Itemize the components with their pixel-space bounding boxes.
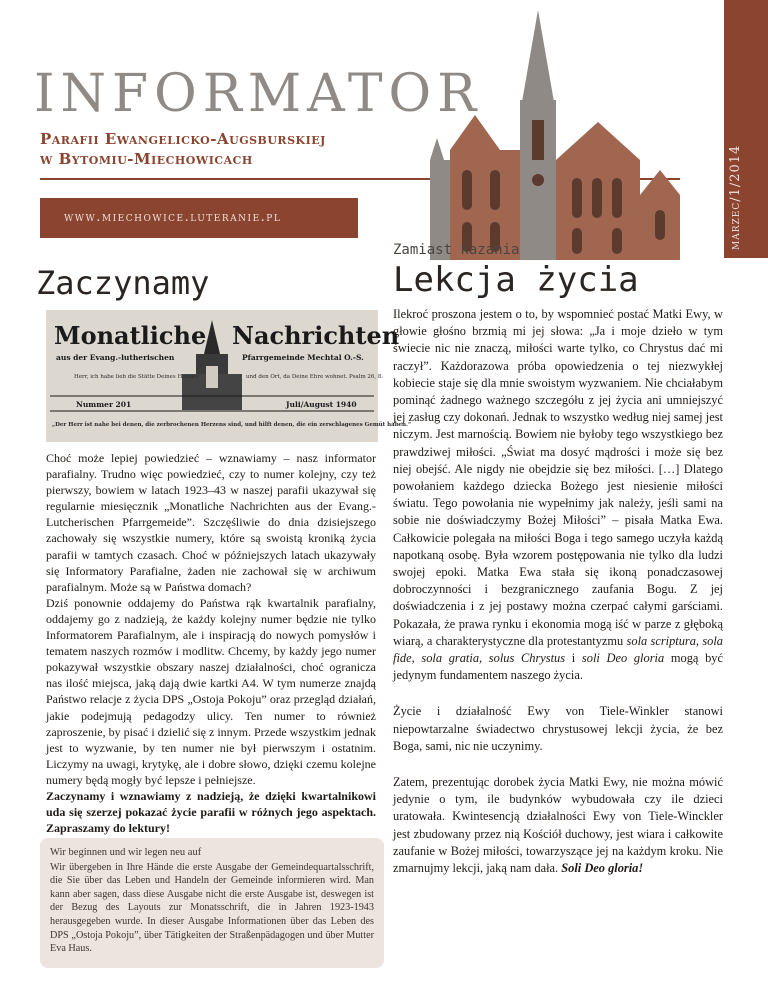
left-article-body [46,450,376,836]
right-article-kicker: Zamiast kazania [393,242,520,258]
clipping-title-left: Monatliche [54,321,207,350]
clipping-number: Nummer 201 [76,400,132,409]
clipping-date: Juli/August 1940 [286,400,357,409]
issue-date: marzec/1/2014 [728,144,743,250]
church-icon [430,10,680,260]
clipping-sub-right: Pfarrgemeinde Mechtal O.-S. [242,353,364,362]
right-paragraph-3 [393,774,723,877]
left-paragraph-2: Dziś ponownie oddajemy do Państwa rąk kwartalnik parafialny, oddajemy go z nadzieją, że każdy kolejny numer będzie nie tylko Informatorem Parafialnym, ale i inspiracją do nowych pomysłów i tematem naszych rozmów i modlitw. Chcemy, by każdy jego numer pokazywał wszystkie obszary naszej działalności, choć ogranicza nas ilość miejsca, jaką dają dwie kartki A4. W tym numerze znajdą Państwo relacje z życia DPS „Ostoja Pokoju” oraz przegląd działań, jakie podejmują pedagodzy ulicy. Ten numer to również zaproszenie, by pisać i dzielić się z innym. Przede wszystkim jednak jest to wyzwanie, by ten numer nie był pierwszym i ostatnim. Liczymy na uwagi, krytykę, ale i dobre słowo, dzięki czemu kolejne numery będą mogły być lepsze i pełniejsze. [46,595,376,787]
subtitle-line-1: Parafii Ewangelicko-Augsburskiej [40,130,326,148]
left-article-heading: Zaczynamy [36,264,210,302]
church-illustration [410,10,740,260]
right-paragraph-2: Życie i działalność Ewy von Tiele-Winkler stanowi niepowtarzalne świadectwo chrystusowej lekcji życia, że bez Boga, sami, nic nie uczynimy. [393,704,723,753]
right-p3-closing: Soli Deo gloria! [561,861,644,876]
right-p3-text: Zatem, prezentując dorobek życia Matki Ewy, nie można mówić jedynie o tym, ile budynków wybudowała czy ile dzieci uratowała. Kwintesencją działalności Ewy von Tiele-Winckler jest zbudowany przez nią Kościół duchowy, jest wiara i całkowite zaufanie w Bożej miłości, towarzyszące jej na każdym kroku. Nie zmarnujmy lekcji, jaką nam dała. [393,775,723,876]
right-p1-and: i [571,651,576,666]
right-article-body [393,306,723,877]
subtitle-line-2: w Bytomiu-Miechowicach [40,150,253,168]
right-p1-soli: soli Deo gloria [581,651,665,666]
parish-subtitle [40,129,326,169]
clipping-title-right: Nachrichten [232,321,400,350]
clipping-bottom-text: „Der Herr ist nahe bei denen, die zerbrochenen Herzens sind, und hilft denen, die ein zerschlagenes Gemüt haben.“ [52,422,412,428]
right-p1-end: mogą być jedynym fundamentem naszego życia. [393,651,723,683]
left-paragraph-closing: Zaczynamy i wznawiamy z nadzieją, że dzięki kwartalnikowi uda się szerzej pokazać życie parafii w różnych jego aspektach. Zapraszamy do lektury! [46,788,376,836]
german-summary-text: Wir übergeben in Ihre Hände die erste Ausgabe der Gemeindequartalsschrift, die Sie über das Leben und Handeln der Gemeinde informieren wird. Man kann aber sagen, dass diese Ausgabe nicht die erste Ausgabe ist, deswegen ist der Bezug des Layouts zur Monatsschrift, die in Jahren 1923-1943 herausgegeben wurde. In dieser Ausgabe Informationen über das Leben des DPS „Ostoja Pokoju”, über Tätigkeiten der Straßenpädagogen und über Mutter Eva Haus. [50,861,374,955]
right-p1-text: Ilekroć proszona jestem o to, by wspomnieć postać Matki Ewy, w głowie głośno brzmią mi jej słowa: „Ja i moje dzieło w tym świecie nic nie znaczą, miłości warte tylko, co Chrystus dać mi raczył”. Każdorazowa próba opowiedzenia o tej niezwykłej kobiecie staje się dla mnie swoistym wyzwaniem. Nie chciałabym pominąć żadnego ważnego szczegółu z jej życia ani umniejszyć jej zasług czy dokonań. Jednak to wszystko według niej samej jest niczym. Jest marnością. Bowiem nie byłoby tego wszystkiego bez prawdziwej miłości. „Świat ma dosyć mądrości i może się bez niej obejść. Ale nigdy nie obejdzie się bez miłości. […] Dlatego powołaniem każdego dziecka Bożego jest niesienie miłości światu. Tego powołania nie wypełnimy jak należy, jeśli sami na sobie nie doświadczymy Bożej Miłości” – pisała Matka Ewa. Całkowicie polegała na miłości Boga i tego samego uczyła każdą napotkaną osobę. Była wzorem postępowania nie tylko dla ludzi swojej epoki. Matka Ewa stała się ikoną ponadczasowej dobroczynności i bezgranicznego zaufania Bogu. Z jej doświadczenia i z jej postawy można czerpać całymi garściami. Pokazała, że prawa rynku i ekonomia mogą iść w parze z głęboką wiarą, a charakterystyczne dla protestantyzmu [393,307,723,648]
website-link[interactable]: www.miechowice.luteranie.pl [40,198,358,238]
clipping-motto-left: Herr, ich habe lieb die Stätte Deines Hauses [74,374,198,380]
clipping-motto-right: und den Ort, da Deine Ehre wohnet. Psalm 26, 8. [246,374,384,380]
german-summary-box [40,838,384,968]
newsletter-title: INFORMATOR [34,64,483,124]
clipping-sub-left: aus der Evang.-lutherischen [56,353,175,362]
right-paragraph-1 [393,306,723,684]
right-p1-solas: sola scriptura, sola fide, sola gratia, solus Chrystus [393,633,723,666]
right-article-heading: Lekcja życia [393,260,639,300]
german-summary-title: Wir beginnen und wir legen neu auf [50,847,202,858]
left-paragraph-1: Choć może lepiej powiedzieć – wznawiamy – nasz informator parafialny. Trudno więc powiedzieć, czy to numer kolejny, czy też pierwszy, bowiem w latach 1923–43 w naszej parafii ukazywał się regularnie miesięcznik „Monatliche Nachrichten aus der Evang.-Lutcherischen Pfarrgemeide”. Szczęśliwie do dnia dzisiejszego zachowały się wszystkie numery, które są swoistą kroniką życia parafii w tamtych czasach. Choć w późniejszych latach ukazywały się Informatory Parafialne, żaden nie zachował się w archiwum parafialnym. Może są w Państwa domach? [46,451,376,594]
historic-newsletter-clipping [46,310,412,442]
